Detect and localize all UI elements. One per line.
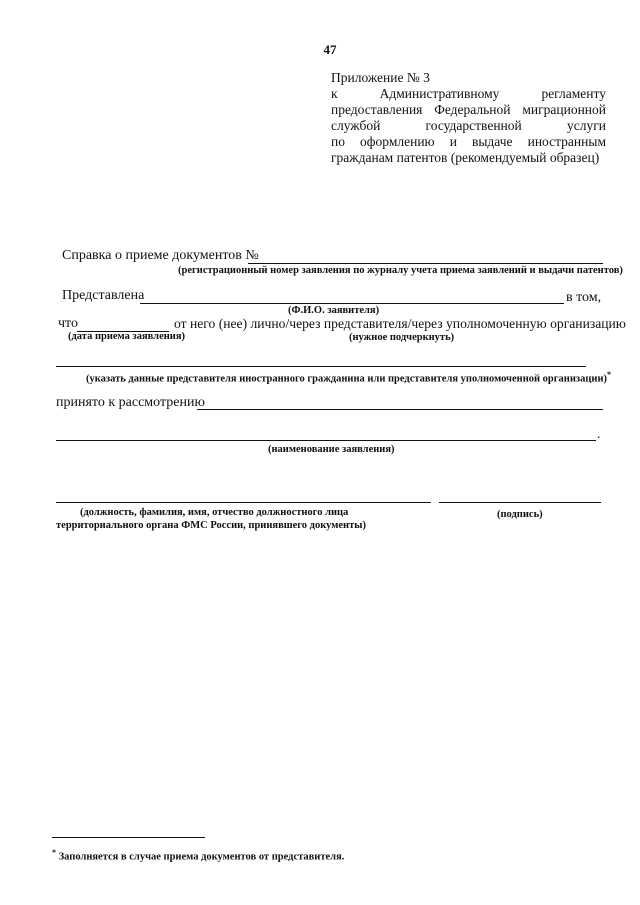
representative-caption: (указать данные представителя иностранного гражданина или представителя уполномоченной организации)* (86, 370, 611, 385)
footnote-mark: * (52, 848, 56, 857)
submitted-suffix: в том, (566, 290, 602, 305)
that-text: от него (нее) лично/через представителя/через уполномоченную организацию (174, 316, 626, 331)
appendix-line: службой государственной услуги (331, 118, 606, 133)
appendix-line: по оформлению и выдаче иностранным (331, 134, 606, 149)
end-dot: . (597, 427, 601, 442)
signature-caption: (подпись) (497, 509, 543, 520)
application-name-field[interactable] (56, 440, 596, 441)
official-caption-line2: территориального органа ФМС России, принявшего документы) (56, 520, 366, 531)
representative-data-field[interactable] (56, 366, 586, 367)
receipt-number-field[interactable] (248, 263, 603, 264)
receipt-caption: (регистрационный номер заявления по журналу учета приема заявлений и выдачи патентов) (178, 265, 623, 276)
official-caption-line1: (должность, фамилия, имя, отчество должностного лица (80, 507, 349, 518)
underline-caption: (нужное подчеркнуть) (349, 332, 455, 343)
footnote-separator (52, 837, 205, 838)
accepted-field[interactable] (197, 409, 603, 410)
page-number: 47 (323, 42, 337, 57)
applicant-name-field[interactable] (140, 303, 564, 304)
submitted-label: Представлена (62, 288, 145, 303)
appendix-line: к Административному регламенту (331, 86, 606, 101)
signature-field[interactable] (439, 502, 601, 503)
footnote (52, 848, 344, 863)
applicant-caption: (Ф.И.О. заявителя) (288, 305, 380, 316)
appendix-line: предоставления Федеральной миграционной (331, 102, 606, 117)
footnote-text: Заполняется в случае приема документов от представителя. (58, 851, 345, 863)
application-caption: (наименование заявления) (268, 444, 395, 455)
that-label: что (58, 316, 78, 331)
appendix-header (331, 70, 606, 166)
footnote-reference: * (607, 370, 611, 379)
official-field[interactable] (56, 502, 431, 503)
accepted-label: принято к рассмотрению (56, 395, 205, 410)
appendix-last-line: гражданам патентов (рекомендуемый образец) (331, 150, 600, 165)
date-caption: (дата приема заявления) (68, 331, 186, 342)
receipt-label: Справка о приеме документов № (62, 248, 259, 263)
appendix-title: Приложение № 3 (331, 70, 430, 85)
